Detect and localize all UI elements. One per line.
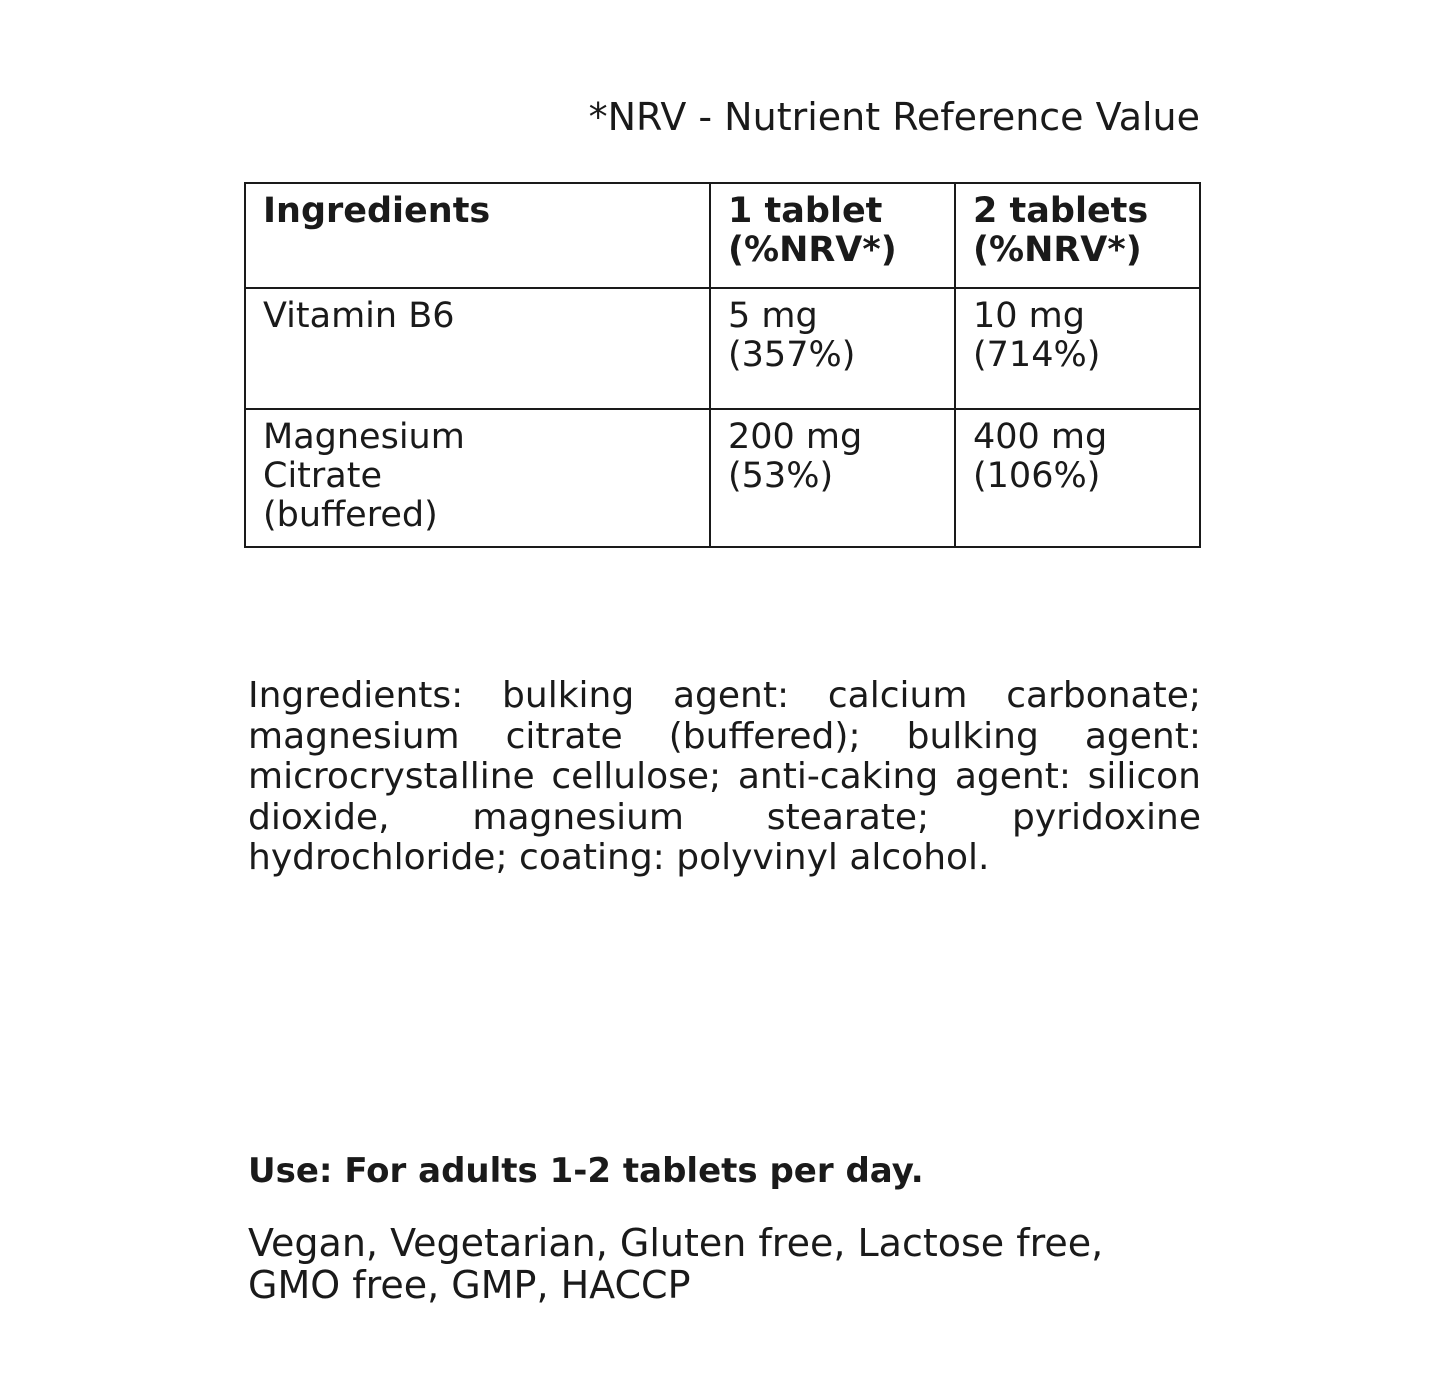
header-ingredients: Ingredients [245,183,710,288]
claims-line: GMO free, GMP, HACCP [248,1263,691,1307]
dietary-claims [248,1222,1103,1306]
cell-one-tablet: 200 mg (53%) [710,409,955,547]
table-header-row [245,183,1200,288]
cell-ingredient: Magnesium Citrate (buffered) [245,409,710,547]
nutrition-table [244,182,1201,548]
usage-instructions: Use: For adults 1-2 tablets per day. [248,1151,924,1191]
table-row [245,288,1200,409]
cell-two-tablets: 10 mg (714%) [955,288,1200,409]
header-two-tablets: 2 tablets (%NRV*) [955,183,1200,288]
header-one-tablet: 1 tablet (%NRV*) [710,183,955,288]
nrv-footnote: *NRV - Nutrient Reference Value [588,95,1200,139]
claims-line: Vegan, Vegetarian, Gluten free, Lactose free, [248,1221,1104,1265]
cell-ingredient: Vitamin B6 [245,288,710,409]
table-row [245,409,1200,547]
cell-two-tablets: 400 mg (106%) [955,409,1200,547]
ingredients-paragraph: Ingredients: bulking agent: calcium carbonate; magnesium citrate (buffered); bulking agent: microcrystalline cellulose; anti-caking agent: silicon dioxide, magnesium stearate; pyridoxine hydrochloride; coating: polyvinyl alcohol. [248,675,1201,878]
cell-one-tablet: 5 mg (357%) [710,288,955,409]
